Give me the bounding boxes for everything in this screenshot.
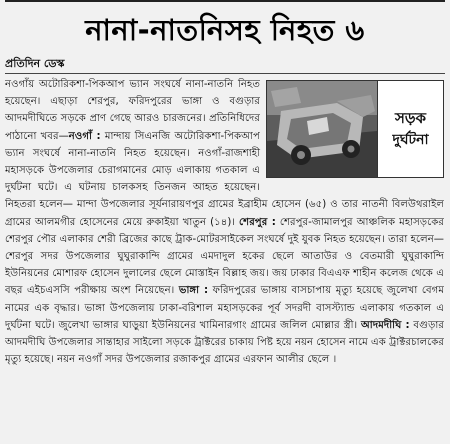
road-accident-label-line1: সড়ক (394, 109, 427, 127)
nogaon-label: নওগাঁ : (68, 130, 101, 142)
adamdighi-label: আদমদীঘি : (361, 319, 410, 331)
intro-text: নওগাঁয় অটোরিকশা-পিকআপ ভ্যান সংঘর্ষে নানা-নাতনি নিহত হয়েছেন। এছাড়া শেরপুর, ফরিদপুরের ভাঙ্গা ও বগুড়ার আদমদীঘিতে সড়কে প্রাণ গেছে আরও চারজনের। প্রতিনিধিদের পাঠানো খবর— (5, 79, 260, 142)
road-accident-label (377, 81, 443, 177)
sherpur-label: শেরপুর : (239, 216, 276, 228)
headline: নানা-নাতনিসহ নিহত ৬ (85, 13, 365, 47)
road-accident-label-line2: দুর্ঘটনা (392, 132, 429, 148)
nogaon-text: মান্দায় সিএনজি অটোরিকশা-পিকআপ ভ্যান সংঘর্ষে নানা-নাতনি নিহত হয়েছেন। নওগাঁ-রাজশাহী মহাসড়কে উপজেলার চেরাগমানের মোড় এলাকায় গতকাল এ দুর্ঘটনা ঘটে। এ ঘটনায় চালকসহ তিনজন আহত হয়েছেন। নিহতরা হলেন— মান্দা উপজেলার সূর্যনারায়ণপুর গ্রামের ইব্রাহীম হোসেন (৬৫) ও তার নাতনী বিলউথরাইল গ্রামের আলমগীর হোসেনের মেয়ে রুকাইয়া খাতুন (১৪)। (5, 130, 444, 228)
adamdighi-text: বগুড়ার আদমদীঘি উপজেলার সান্তাহার সাইলো সড়কে ট্রাক্টরের চাকায় পিষ্ট হয়ে নয়ন হোসেন নামে এক ট্রাক্টরচালকের মৃত্যু হয়েছে। নয়ন নওগাঁ সদর উপজেলার রজাকপুর গ্রামের এরফান আলীর ছেলে । (5, 319, 444, 366)
accident-photo (267, 81, 377, 177)
bhanga-label: ভাঙ্গা : (178, 285, 209, 297)
article-body (5, 76, 444, 440)
desk-byline: প্রতিদিন ডেস্ক (5, 57, 65, 70)
byline-divider (5, 73, 445, 74)
accident-inset (266, 80, 444, 178)
bhanga-text: ফরিদপুরের ভাঙ্গায় বাসচাপায় মৃত্যু হয়েছে জুলেখা বেগম নামের এক বৃদ্ধার। ভাঙ্গা উপজেলায় ঢাকা-বরিশাল মহাসড়কের পূর্ব সদরদী বাসস্ট্যান্ড এলাকায় গতকাল এ দুর্ঘটনা ঘটে। জুলেখা ভাঙ্গার ঘাড়ুয়া ইউনিয়নের খামিনারগাং গ্রামের জলিল মোল্লার স্ত্রী। (5, 285, 444, 331)
sherpur-text: শেরপুর-জামালপুর আঞ্চলিক মহাসড়কের শেরপুর পৌর এলাকার শেরী ব্রিজের কাছে ট্রাক-মোটরসাইকেল সংঘর্ষে দুই যুবক নিহত হয়েছেন। তারা হলেন— শেরপুর সদর উপজেলার ঘুঘুরাকান্দি গ্রামের এমদাদুল হকের ছেলে আতাউর ও বেতমারী ঘুঘুরাকান্দি ইউনিয়নের মোশারফ হোসেন দুলালের ছেলে মোস্তাইন বিল্লাহ জয়। জয় ঢাকার বিএএফ শাহীন কলেজ থেকে এ বছর এইচএসসি পরীক্ষায় অংশ নিয়েছেন। (5, 216, 444, 297)
top-rule (5, 0, 445, 2)
accident-photo-image (267, 81, 377, 177)
